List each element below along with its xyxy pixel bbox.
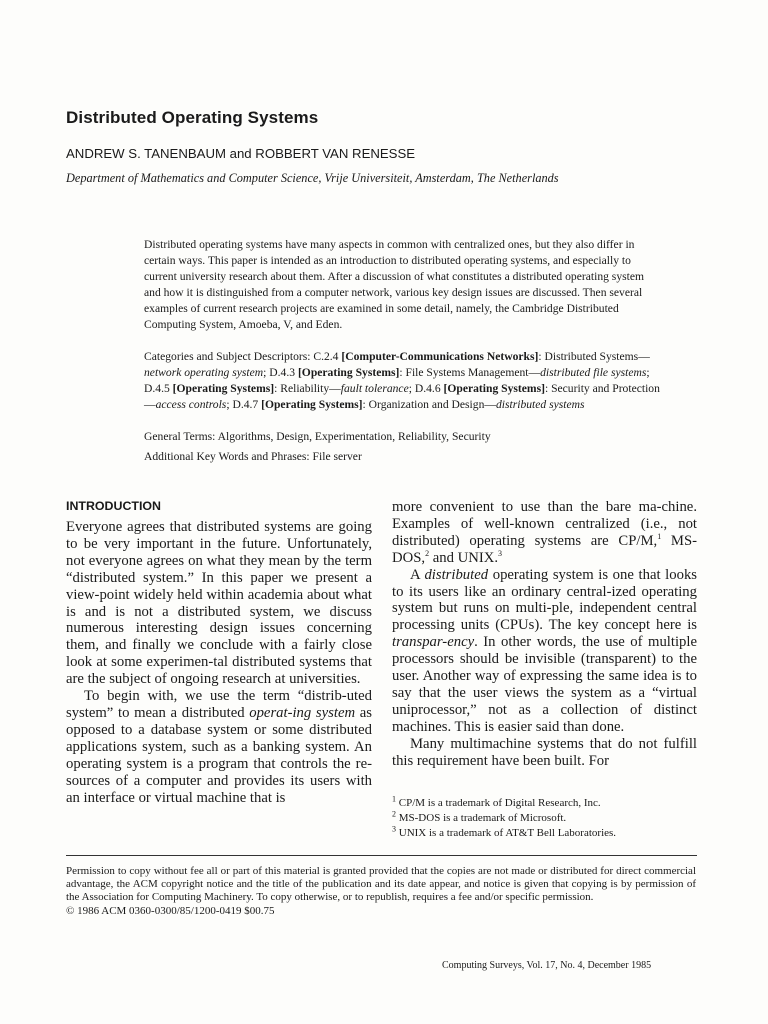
general-terms: General Terms: Algorithms, Design, Experimentation, Reliability, Security: [144, 430, 491, 443]
right-paragraph-3: Many multimachine systems that do not fulfill this requirement have been built. For: [392, 735, 697, 769]
footer-rule: [66, 855, 697, 856]
left-paragraph-2: To begin with, we use the term “distrib-uted system” to mean a distributed operat-ing system as opposed to a database system or some distributed applications system, such as a banking system. An operating system is a program that controls the re-sources of a computer and provides its users with an interface or virtual machine that is: [66, 688, 372, 806]
footnote: $^1$ CP/M is a trademark of Digital Research, Inc.: [392, 794, 601, 809]
abstract: Distributed operating systems have many aspects in common with centralized ones, but they also differ in certain ways. This paper is intended as an introduction to distributed operating systems, and especially to current university research about them. After a discussion of what constitutes a distributed operating system and how it is distinguished from a computer network, various key design issues are discussed. Then several examples of current research projects are examined in some detail, namely, the Cambridge Distributed Computing System, Amoeba, V, and Eden.: [144, 238, 645, 332]
footnote: $^3$ UNIX is a trademark of AT&T Bell Laboratories.: [392, 824, 617, 839]
footnote: $^2$ MS-DOS is a trademark of Microsoft.: [392, 809, 567, 824]
subject-descriptors: Categories and Subject Descriptors: C.2.4 [Computer-Communications Networks]: Distributed Systems—network operating system; D.4.3 [Operating Systems]: File Systems Management—distributed file systems; D.4.5 [Operating Systems]: Reliability—fault tolerance; D.4.6 [Operating Systems]: Security and Protection—access controls; D.4.7 [Operating Systems]: Organization and Design—distributed systems: [144, 350, 660, 412]
footnotes: [392, 796, 697, 841]
permission-notice: Permission to copy without fee all or part of this material is granted provided that the copies are not made or distributed for direct commercial advantage, the ACM copyright notice and the title of the publication and its date appear, and notice is given that copying is by permission of the Association for Computing Machinery. To copy otherwise, or to republish, requires a fee and/or specific permission. © 1986 ACM 0360-0300/85/1200-0419 $00.75: [66, 865, 696, 917]
left-paragraph-1: Everyone agrees that distributed systems are going to be very important in the future. Unfortunately, not everyone agrees on what they mean by the term “distributed system.” In this paper we present a view-point widely held within academia about what is and is not a distributed system, we discuss numerous interesting design issues concerning them, and finally we conclude with a fairly close look at some experimen-tal distributed systems that are the subject of ongoing research at universities.: [66, 519, 372, 688]
left-column: [66, 519, 372, 806]
author-line: ANDREW S. TANENBAUM and ROBBERT VAN RENESSE: [66, 146, 416, 161]
right-paragraph-1: more convenient to use than the bare ma-chine. Examples of well-known centralized (i.e., not distributed) operating systems are CP/M,$^1$ MS-DOS,$^2$ and UNIX.$^3$: [392, 499, 698, 566]
right-paragraph-2: A distributed operating system is one that looks to its users like an ordinary central-ized operating system but runs on multi-ple, independent central processing units (CPUs). The key concept here is transpar-ency. In other words, the use of multiple processors should be invisible (transparent) to the user. Another way of expressing the same idea is to say that the user views the system as a “virtual uniprocessor,” not as a collection of distinct machines. This is easier said than done.: [392, 566, 698, 735]
running-footer: Computing Surveys, Vol. 17, No. 4, December 1985: [442, 960, 652, 971]
section-heading-introduction: INTRODUCTION: [66, 499, 161, 513]
copyright-line: © 1986 ACM 0360-0300/85/1200-0419 $00.75: [66, 904, 275, 917]
right-column: [392, 499, 697, 770]
additional-keywords: Additional Key Words and Phrases: File server: [144, 450, 362, 463]
paper-title: Distributed Operating Systems: [66, 108, 319, 127]
affiliation-line: Department of Mathematics and Computer Science, Vrije Universiteit, Amsterdam, The Netherlands: [66, 171, 559, 185]
